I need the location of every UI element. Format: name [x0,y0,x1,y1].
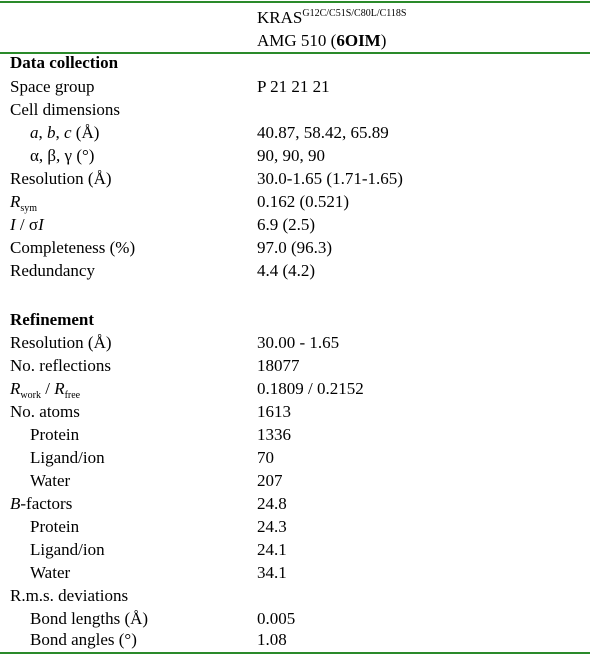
i-sigma-value: 6.9 (2.5) [257,215,316,234]
rwork-rfree-value: 0.1809 / 0.2152 [257,379,364,398]
atoms-label: No. atoms [10,402,80,421]
cell-dimensions-label: Cell dimensions [10,100,121,119]
section-data-collection: Data collection [10,53,119,72]
bond-lengths-value: 0.005 [257,609,296,628]
abc-b: b [47,123,56,142]
atoms-water-value: 207 [257,471,283,490]
protein-name: KRAS [257,8,303,27]
pdb-code: 6OIM [336,31,381,50]
i-sigma-i2: I [38,215,44,234]
completeness-label: Completeness (%) [10,238,136,257]
column-header-compound [257,31,386,51]
rwork-rfree-sep: / [40,379,55,398]
compound-close: ) [380,31,387,50]
bond-angles-value: 1.08 [257,630,287,649]
rsym-value: 0.162 (0.521) [257,192,350,211]
rfree-subscript: free [64,390,81,401]
b-ligand-value: 24.1 [257,540,287,559]
space-group-label: Space group [10,77,95,96]
reflections-label: No. reflections [10,356,112,375]
abc-value: 40.87, 58.42, 65.89 [257,123,389,142]
abc-unit: (Å) [75,123,100,142]
space-group-value: P 21 21 21 [257,77,330,96]
angles-label: α, β, γ (°) [30,146,95,165]
resolution-value: 30.0-1.65 (1.71-1.65) [257,169,403,188]
abc-a: a [30,123,39,142]
redundancy-label: Redundancy [10,261,95,280]
b-protein-label: Protein [30,517,80,536]
rwork-rfree-label [10,379,80,402]
completeness-value: 97.0 (96.3) [257,238,333,257]
atoms-value: 1613 [257,402,291,421]
rms-label: R.m.s. deviations [10,586,129,605]
atoms-ligand-label: Ligand/ion [30,448,105,467]
ref-resolution-label: Resolution (Å) [10,333,112,352]
bfactors-label [10,494,72,514]
rwork-r: R [10,379,21,398]
column-header-protein [257,8,406,31]
abc-label: a, b, c (Å) [30,123,100,142]
atoms-water-label: Water [30,471,71,490]
reflections-value: 18077 [257,356,300,375]
mutations-superscript: G12C/C51S/C80L/C118S [302,8,407,19]
b-protein-value: 24.3 [257,517,287,536]
b-water-label: Water [30,563,71,582]
bond-lengths-label: Bond lengths (Å) [30,609,149,628]
atoms-protein-value: 1336 [257,425,291,444]
rsym-r: R [10,192,21,211]
bfactors-b: B [10,494,21,513]
redundancy-value: 4.4 (4.2) [257,261,316,280]
atoms-ligand-value: 70 [257,448,274,467]
i-sigma-label [10,215,44,235]
bfactors-value: 24.8 [257,494,287,513]
table-top-rule [0,1,590,3]
i-sigma-i: I [10,215,16,234]
rfree-r: R [54,379,65,398]
rsym-label [10,192,37,215]
b-water-value: 34.1 [257,563,287,582]
compound-name: AMG 510 ( [257,31,337,50]
b-ligand-label: Ligand/ion [30,540,105,559]
table-bottom-rule [0,652,590,654]
ref-resolution-value: 30.00 - 1.65 [257,333,340,352]
rwork-subscript: work [20,390,41,401]
rsym-subscript: sym [20,203,38,214]
resolution-label: Resolution (Å) [10,169,112,188]
i-sigma-sep: / σ [15,215,39,234]
bfactors-rest: -factors [20,494,73,513]
bond-angles-label: Bond angles (°) [30,630,137,649]
abc-c: c [64,123,72,142]
angles-value: 90, 90, 90 [257,146,325,165]
atoms-protein-label: Protein [30,425,80,444]
section-refinement: Refinement [10,310,95,329]
